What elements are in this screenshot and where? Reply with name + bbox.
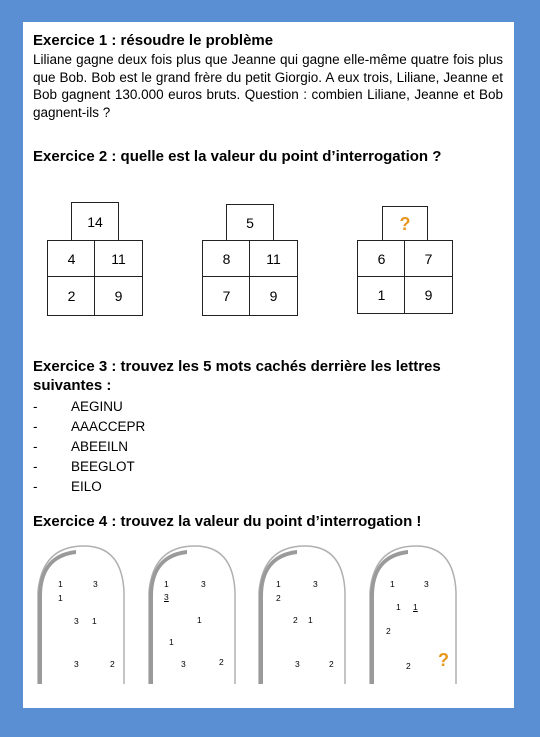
arch-number: 3 [424,579,429,589]
arch-number: 3 [93,579,98,589]
arch-number: 1 [276,579,281,589]
arch-number: 2 [406,661,411,671]
exercise4-title: Exercice 4 : trouvez la valeur du point d’interrogation ! [33,513,422,530]
puzzle-cell: 9 [249,276,298,316]
arch-number: 2 [293,615,298,625]
arch-number: 3 [181,659,186,669]
puzzle-top-cell: 5 [226,204,274,242]
arch-puzzle-3 [257,544,347,684]
arch-number: 1 [169,637,174,647]
list-item: - EILO [33,478,102,494]
arch-number: 2 [110,659,115,669]
arch-number: 1 [308,615,313,625]
puzzle-cell: 4 [47,240,96,278]
arch-number: 3 [201,579,206,589]
list-item: - BEEGLOT [33,458,135,474]
puzzle-cell: 8 [202,240,251,278]
puzzle-cell: 7 [202,276,251,316]
list-item: - AAACCEPR [33,418,146,434]
arch-number: 1 [390,579,395,589]
arch-number: 1 [413,602,418,612]
letters-word: AAACCEPR [71,418,146,434]
exercise3-title-line2: suivantes : [33,377,112,394]
puzzle-cell: 1 [357,276,406,314]
arch-number: 2 [219,657,224,667]
exercise1-title: Exercice 1 : résoudre le problème [33,32,274,49]
arch-number: 2 [276,593,281,603]
arch-number: 1 [92,616,97,626]
arch-number: 3 [313,579,318,589]
arch-puzzle-1 [36,544,126,684]
arch-number: 1 [197,615,202,625]
puzzle-cell: 11 [249,240,298,278]
puzzle-cell: 7 [404,240,453,278]
arch-number: 2 [386,626,391,636]
puzzle-top-cell-question: ? [382,206,428,242]
letters-word: ABEEILN [71,438,129,454]
exercise1-text: Liliane gagne deux fois plus que Jeanne qui gagne elle-même quatre fois plus que Bob. Bob est le grand frère du petit Giorgio. A eux trois, Liliane, Jeanne et Bob gagnent 130.000 euros bruts. Question : combien Liliane, Jeanne et Bob gagnent-ils ? [33,52,503,120]
arch-number: 3 [164,592,169,602]
arch-number: 1 [396,602,401,612]
puzzle-cell: 2 [47,276,96,316]
list-item: - ABEEILN [33,438,129,454]
arch-number: 3 [74,616,79,626]
letters-word: EILO [71,478,102,494]
puzzle-cell: 6 [357,240,406,278]
exercise2-title: Exercice 2 : quelle est la valeur du point d’interrogation ? [33,148,442,165]
arch-number: 2 [329,659,334,669]
arch-puzzle-4 [368,544,458,684]
arch-number: 3 [295,659,300,669]
arch-number: 1 [164,579,169,589]
exercise3-title-line1: Exercice 3 : trouvez les 5 mots cachés derrière les lettres [33,358,441,375]
letters-list [33,396,145,496]
arch-number: 3 [74,659,79,669]
worksheet [23,22,514,708]
list-item: - AEGINU [33,398,123,414]
letters-word: AEGINU [71,398,123,414]
arch-number: 1 [58,593,63,603]
puzzle-cell: 11 [94,240,143,278]
puzzle-top-cell: 14 [71,202,119,242]
puzzle-cell: 9 [404,276,453,314]
letters-word: BEEGLOT [71,458,135,474]
arch-question-mark: ? [438,650,449,670]
arch-puzzle-2 [147,544,237,684]
puzzle-cell: 9 [94,276,143,316]
arch-number: 1 [58,579,63,589]
